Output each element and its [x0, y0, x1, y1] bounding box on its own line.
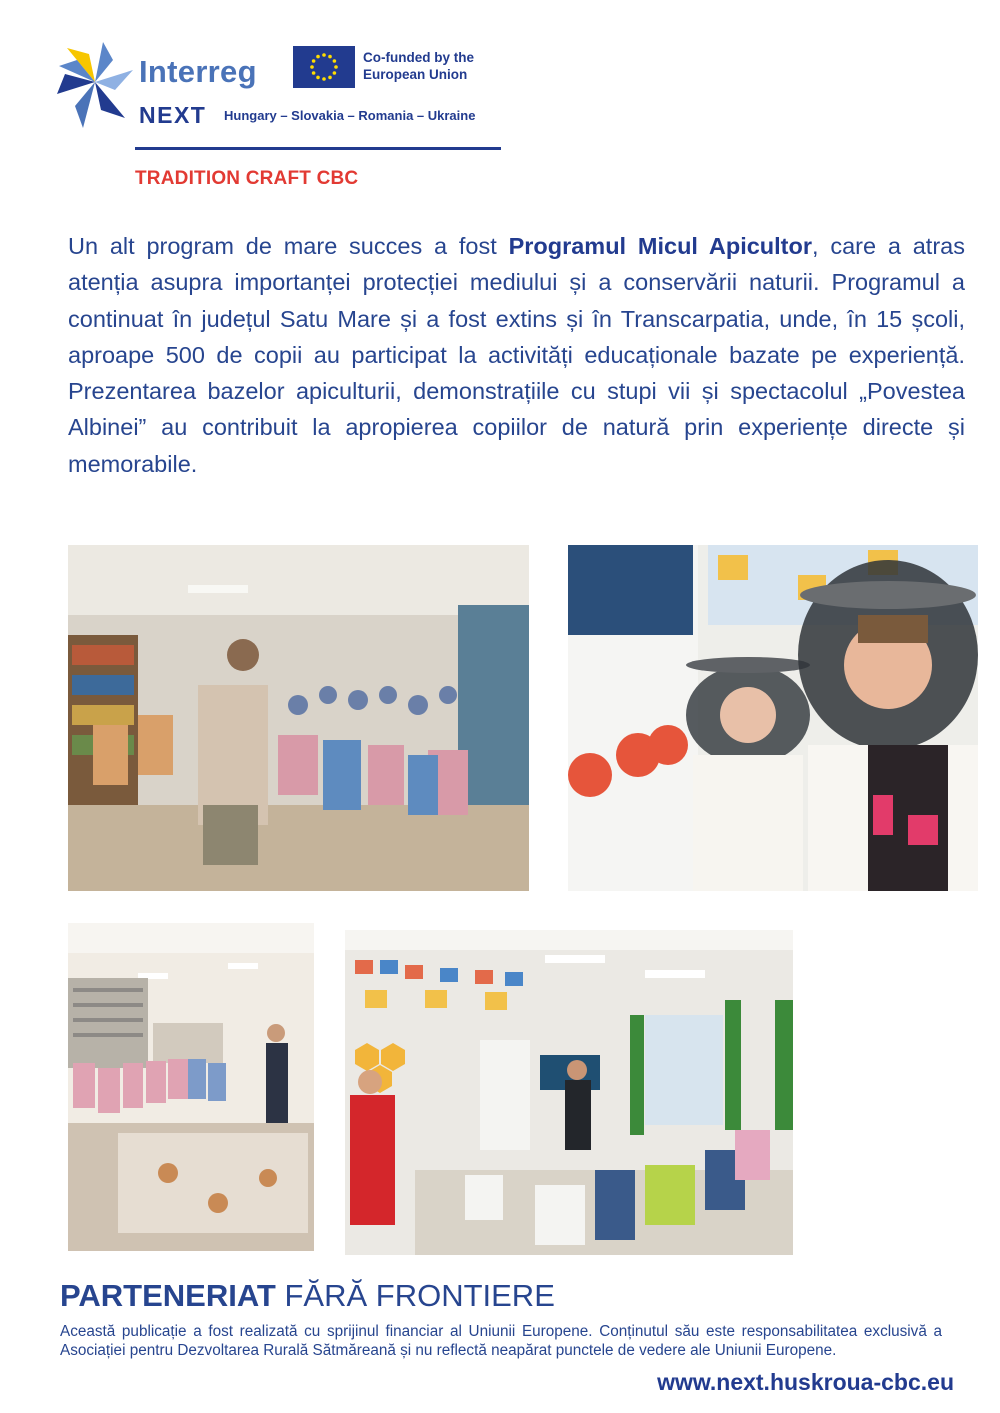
- footer-title-bold: PARTENERIAT: [60, 1278, 276, 1313]
- photo-beekeeper-children: [568, 545, 978, 891]
- interreg-logo: [55, 40, 505, 155]
- footer-title-rest: FĂRĂ FRONTIERE: [275, 1278, 555, 1313]
- eu-funding-notice: Co-funded by the European Union: [363, 50, 474, 82]
- programme-highlight: Programul Micul Apicultor: [508, 233, 813, 259]
- programme-countries: Hungary – Slovakia – Romania – Ukraine: [224, 108, 476, 123]
- footer-title: [60, 1278, 555, 1314]
- eu-disclaimer: Această publicație a fost realizată cu sprijinul financiar al Uniunii Europene. Conținutul său este responsabilitatea exclusivă a Asociației pentru Dezvoltarea Rurală Sătmăreană și nu reflectă neapărat punctele de vedere ale Uniunii Europene.: [60, 1323, 942, 1359]
- interreg-snowflake-icon: [55, 40, 135, 130]
- programme-name: NEXT: [139, 102, 207, 128]
- eu-flag-icon: [293, 46, 355, 88]
- photo-library-presentation: [68, 545, 529, 891]
- paragraph-rest: , care a atras atenția asupra importanței protecției mediului și a conservării naturii. Programul a continuat în județul Satu Mare și a fost extins și în Transcarpatia, unde, în 15 școli, aproape 500 de copii au participat la activități educaționale bazate pe experiență. Prezentarea bazelor apiculturii, demonstrațiile cu stupi vii și spectacolul „Povestea Albinei” au contribuit la apropierea copiilor de natură prin experiențe directe și memorabile.: [68, 233, 965, 477]
- body-paragraph: [68, 228, 965, 482]
- header-divider: [135, 147, 501, 150]
- project-title: TRADITION CRAFT CBC: [135, 168, 359, 189]
- photo-classroom-presentation: [345, 930, 793, 1255]
- paragraph-start: Un alt program de mare succes a fost: [68, 233, 509, 259]
- photo-kindergarten-circle: [68, 923, 314, 1251]
- brand-name: Interreg: [139, 54, 257, 89]
- website-link[interactable]: www.next.huskroua-cbc.eu: [657, 1369, 954, 1395]
